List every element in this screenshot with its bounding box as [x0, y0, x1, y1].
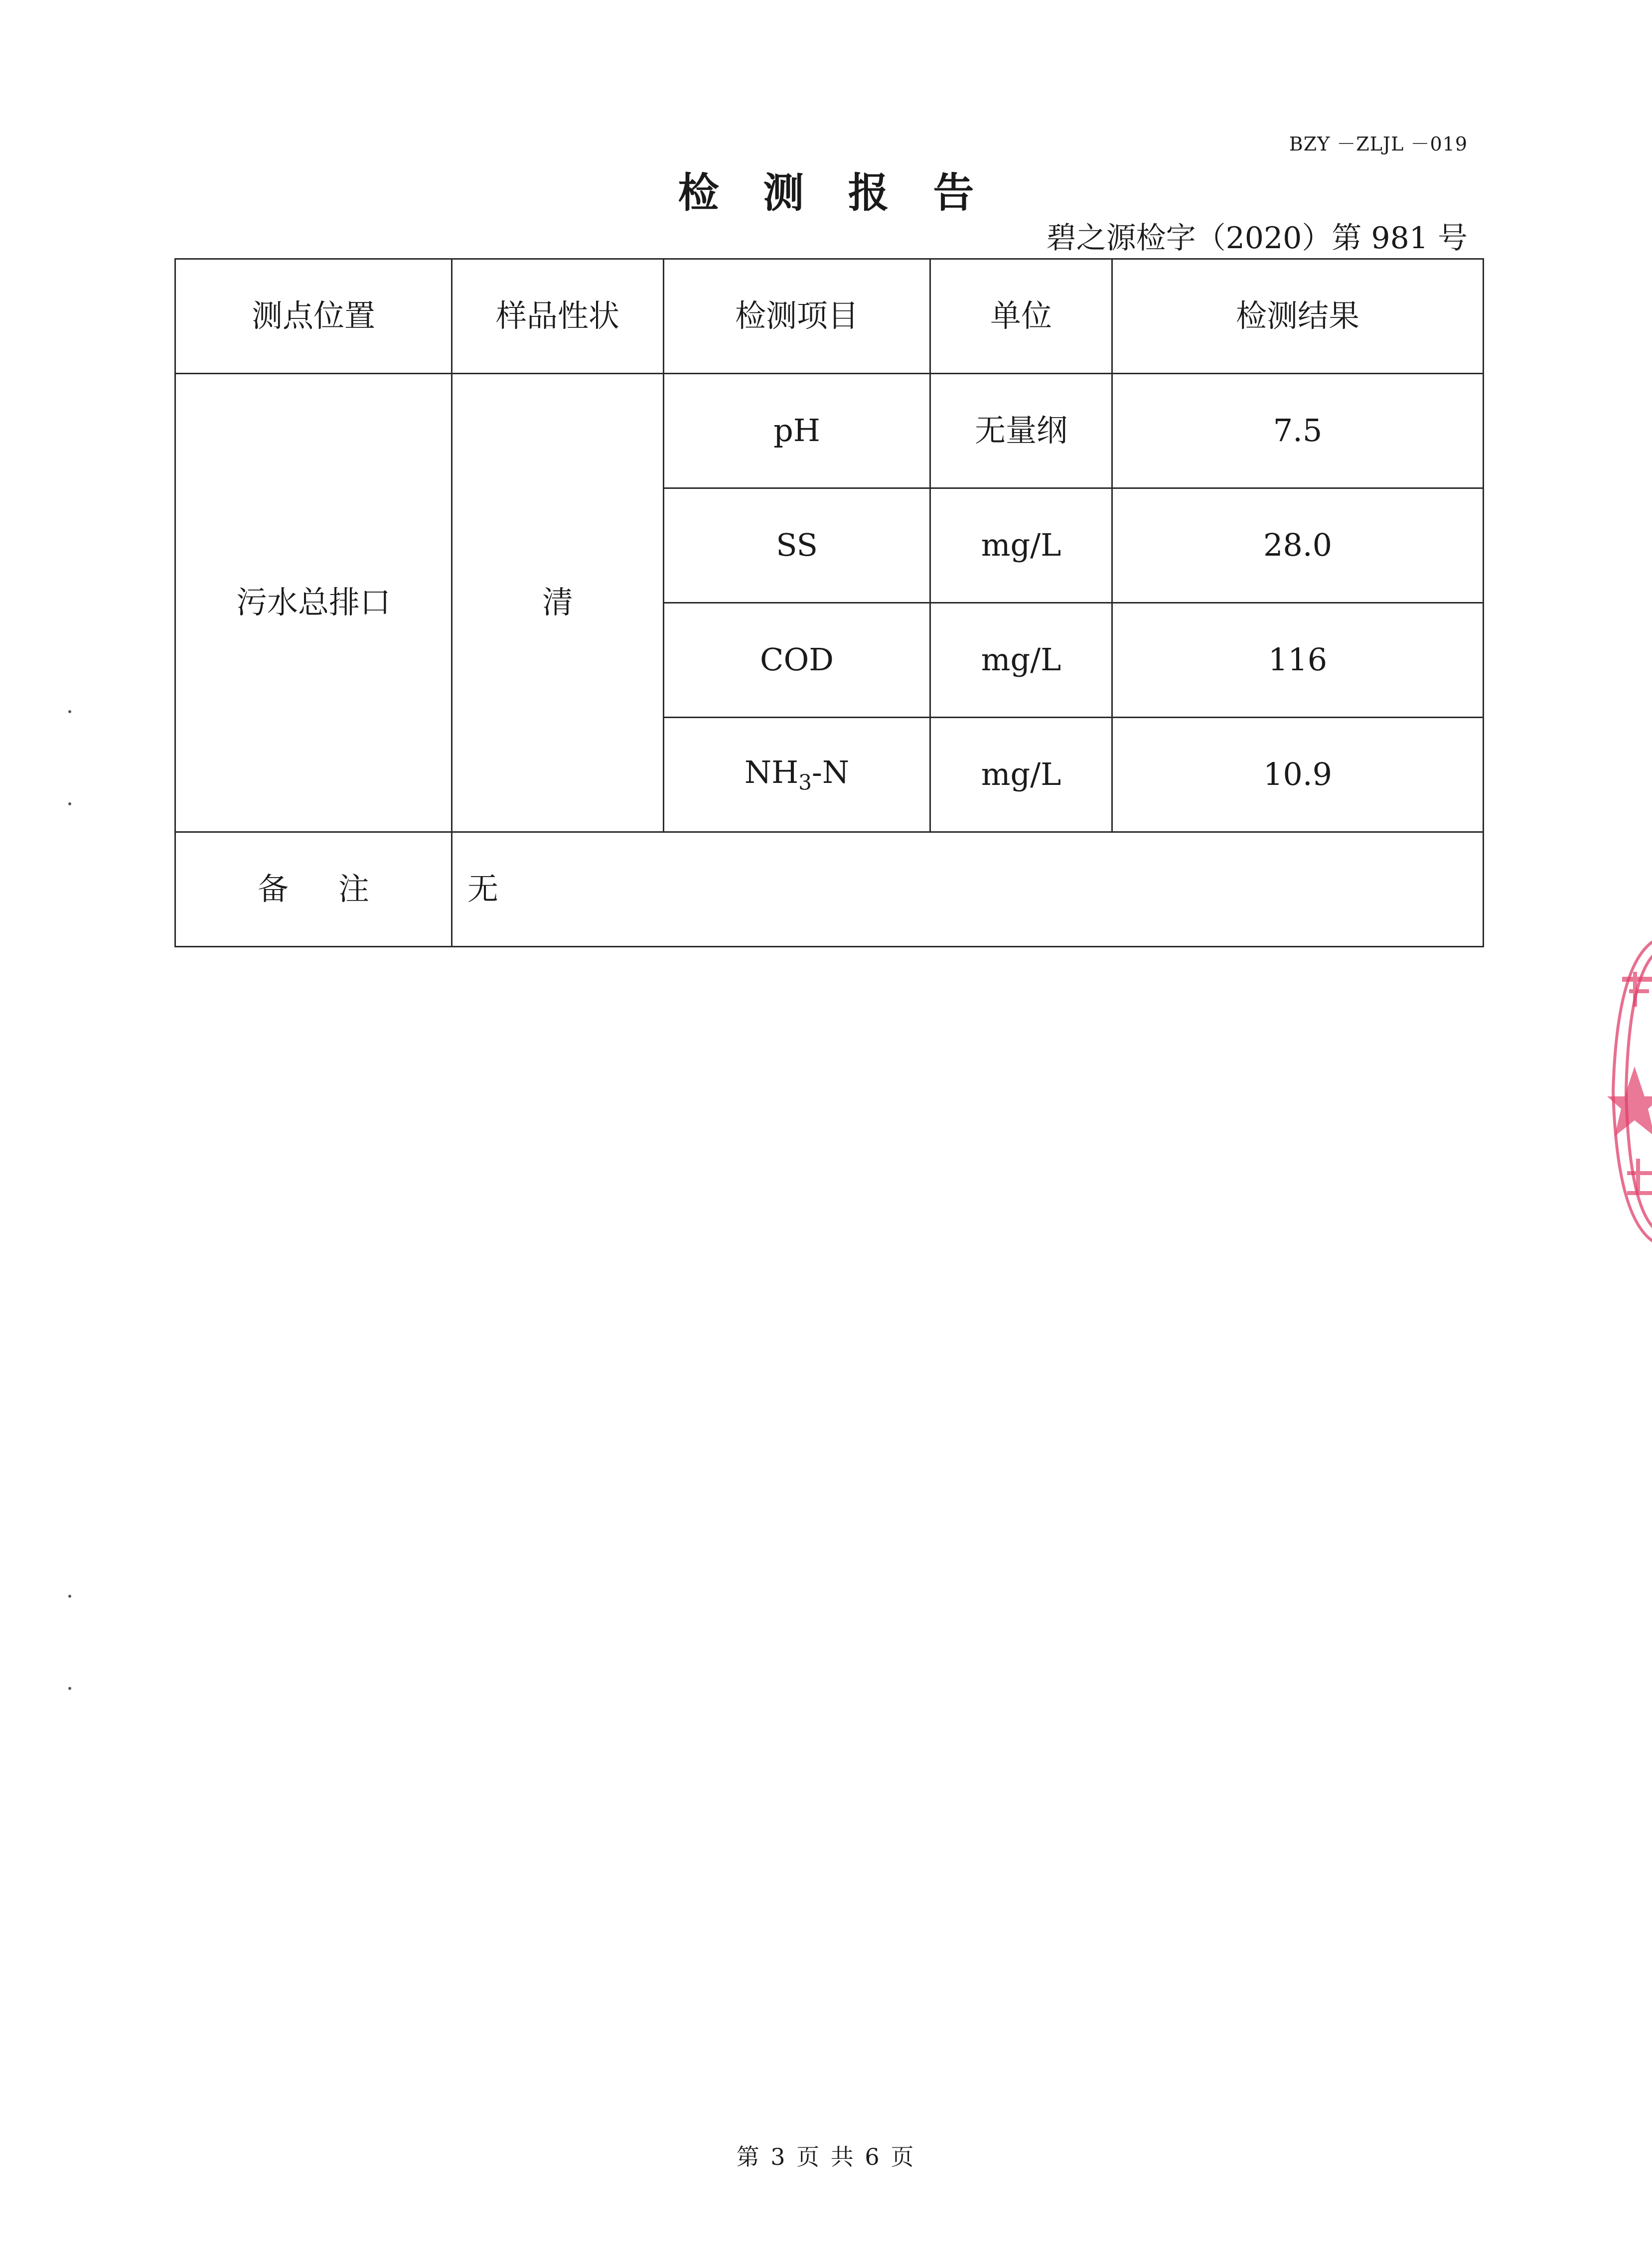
sample-state-cell: 清 [452, 374, 664, 832]
document-title: 检 测 报 告 [678, 169, 989, 217]
table-header-row [175, 259, 1484, 374]
unit-cell: 无量纲 [930, 374, 1112, 488]
item-cell [664, 488, 930, 603]
seal-stamp-icon [1607, 932, 1652, 1251]
binding-mark [68, 1595, 71, 1598]
result-cell: 10.9 [1112, 718, 1484, 832]
unit-cell: mg/L [930, 488, 1112, 603]
item-cell [664, 718, 930, 832]
item-name: SS [776, 527, 818, 564]
form-code: BZY －ZLJL －019 [1289, 133, 1468, 155]
item-cell [664, 603, 930, 718]
item-name: pH [773, 412, 820, 449]
item-name: NH [744, 754, 799, 791]
column-header: 样品性状 [452, 259, 664, 374]
remark-label: 备 注 [175, 832, 452, 947]
column-header: 测点位置 [175, 259, 452, 374]
result-cell: 28.0 [1112, 488, 1484, 603]
table-row [175, 374, 1484, 488]
unit-cell: mg/L [930, 603, 1112, 718]
result-cell: 7.5 [1112, 374, 1484, 488]
result-cell: 116 [1112, 603, 1484, 718]
item-suffix: -N [811, 754, 850, 791]
binding-mark [68, 1687, 71, 1690]
binding-mark [68, 802, 71, 805]
column-header: 单位 [930, 259, 1112, 374]
item-name: COD [760, 641, 834, 678]
remark-row [175, 832, 1484, 947]
remark-value: 无 [452, 832, 1484, 947]
column-header: 检测项目 [664, 259, 930, 374]
item-subscript: 3 [798, 770, 812, 795]
unit-cell: mg/L [930, 718, 1112, 832]
column-header: 检测结果 [1112, 259, 1484, 374]
test-results-table [174, 258, 1484, 947]
binding-mark [68, 710, 71, 713]
report-number: 碧之源检字（2020）第 981 号 [1046, 221, 1468, 256]
location-cell: 污水总排口 [175, 374, 452, 832]
page-footer: 第 3 页 共 6 页 [736, 2143, 916, 2170]
item-cell [664, 374, 930, 488]
